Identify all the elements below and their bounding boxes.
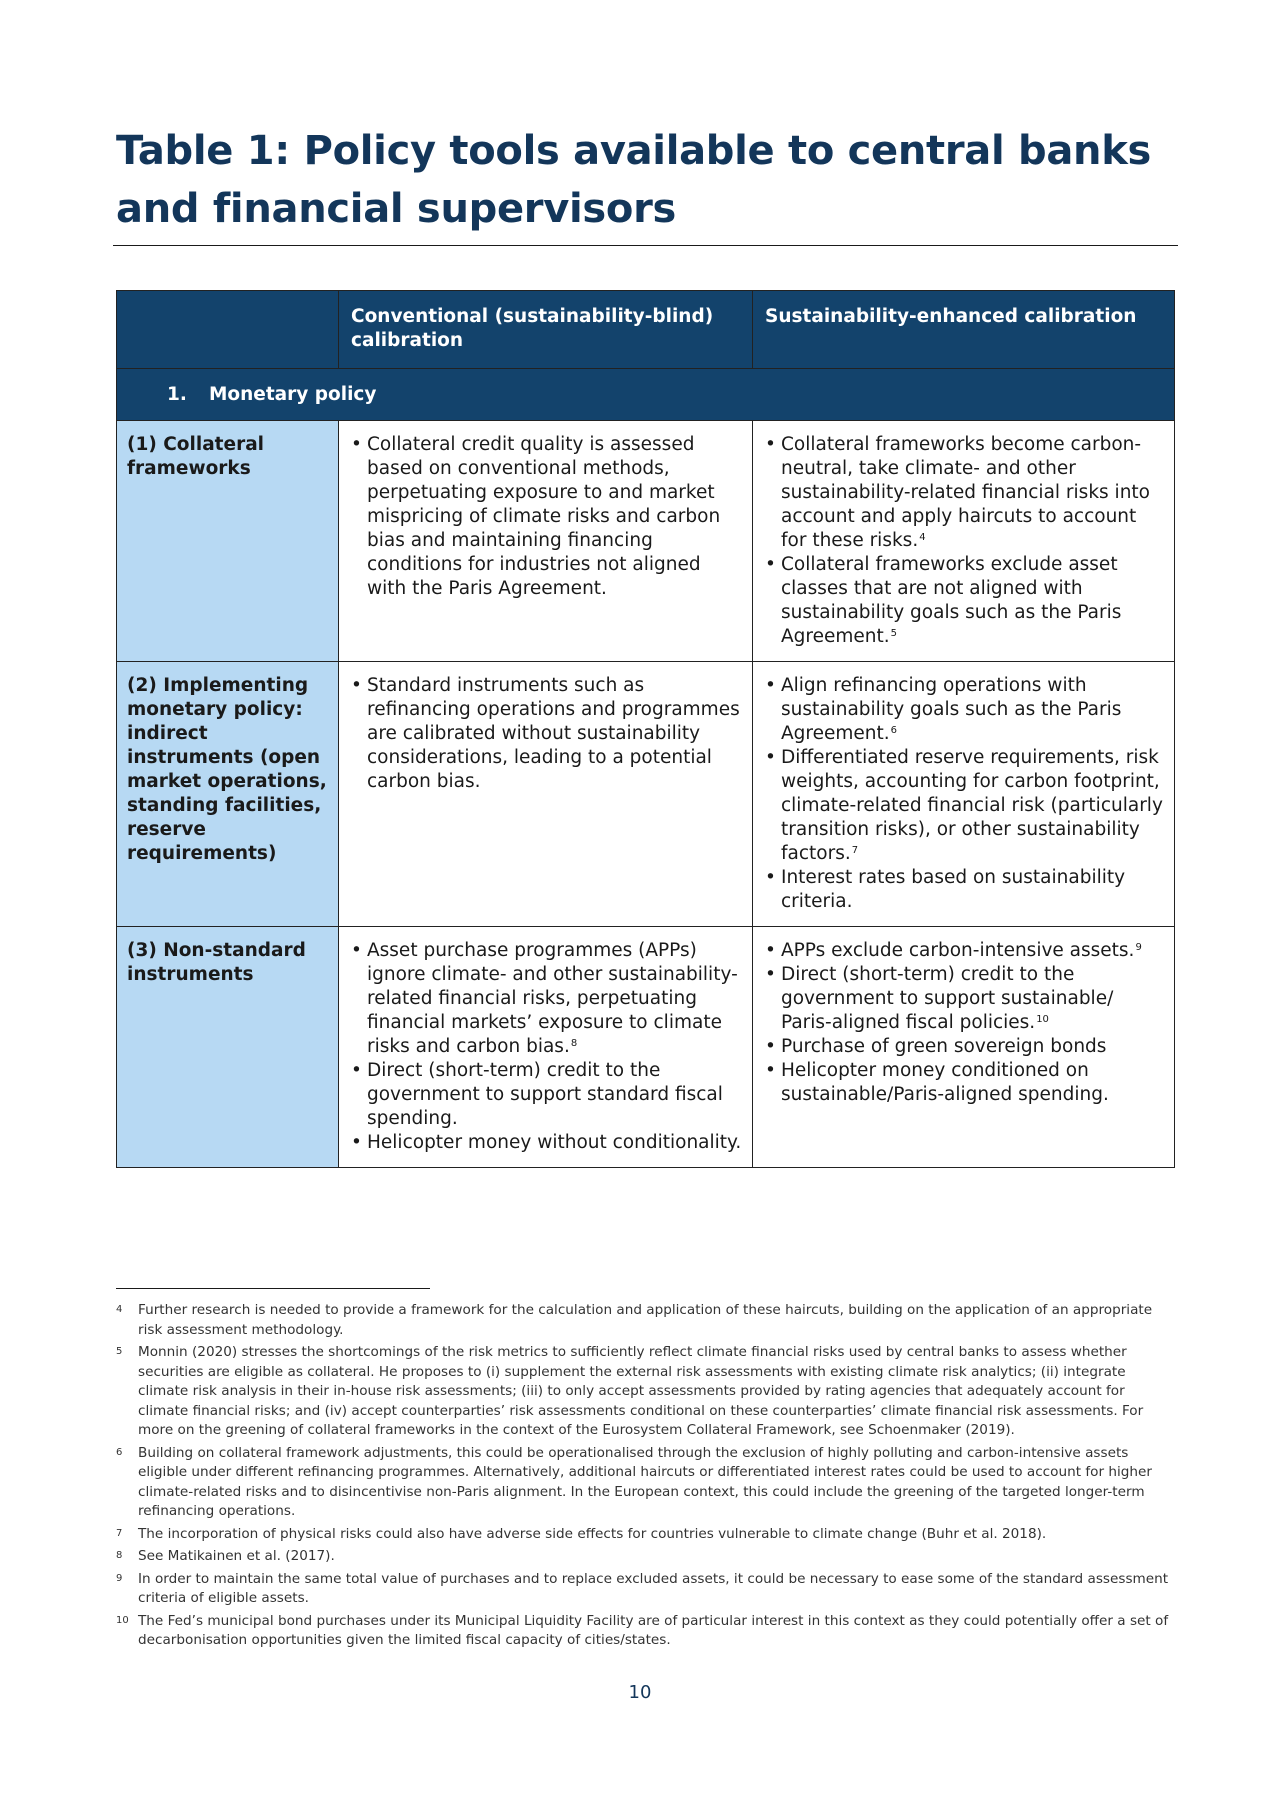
footnote-number: 7 [116, 1527, 123, 1539]
cell-enhanced [753, 421, 1175, 662]
footnote [116, 1343, 1174, 1441]
footnote [116, 1525, 1174, 1545]
bullet-item [765, 939, 1164, 963]
footnote-divider [116, 1288, 430, 1289]
table-row [117, 927, 1175, 1168]
cell-enhanced [753, 927, 1175, 1168]
cell-conventional [339, 662, 753, 927]
bullet-text: Direct (short-term) credit to the government to support standard fiscal spending. [367, 1060, 723, 1129]
bullet-item [351, 433, 742, 601]
footnote-text: Further research is needed to provide a framework for the calculation and application of these haircuts, building on the application of an appropriate risk assessment methodology. [138, 1302, 1153, 1338]
bullet-text: Helicopter money conditioned on sustainable/Paris-aligned spending. [781, 1060, 1109, 1105]
row-label: (3) Non-standard instruments [117, 927, 339, 1168]
section-number: 1. [167, 384, 187, 405]
cell-conventional [339, 927, 753, 1168]
footnote-number: 9 [116, 1572, 123, 1584]
bullet-text: Differentiated reserve requirements, risk weights, accounting for carbon footprint, climate-related financial risk (particularly transition risks), or other sustainability factors. [781, 747, 1163, 864]
footnote-text: In order to maintain the same total value of purchases and to replace excluded assets, it could be necessary to ease some of the standard assessment criteria of eligible assets. [138, 1570, 1169, 1606]
bullet-text: Collateral credit quality is assessed based on conventional methods, perpetuating exposure to and market mispricing of climate risks and carbon bias and maintaining financing conditions for industries not aligned with the Paris Agreement. [367, 434, 721, 599]
bullet-item [351, 1059, 742, 1131]
section-heading [117, 369, 1175, 421]
bullet-item [765, 746, 1164, 866]
bullet-item [765, 433, 1164, 553]
footnote-number: 4 [116, 1304, 123, 1315]
bullet-text: APPs exclude carbon-intensive assets. [781, 940, 1135, 961]
bullet-text: Collateral frameworks exclude asset classes that are not aligned with sustainability goals such as the Paris Agreement. [781, 554, 1122, 647]
footnote-number: 10 [116, 1614, 129, 1626]
bullet-text: Purchase of green sovereign bonds [781, 1036, 1107, 1057]
section-label: Monetary policy [209, 384, 377, 405]
header-cell-conventional: Conventional (sustainability-blind) calibration [339, 291, 753, 369]
table-row [117, 421, 1175, 662]
footnotes [116, 1301, 1174, 1654]
row-label: (1) Collateral frameworks [117, 421, 339, 662]
footnote-ref[interactable]: 8 [570, 1038, 578, 1049]
bullet-item [351, 939, 742, 1059]
footnote-text: Monnin (2020) stresses the shortcomings of the risk metrics to sufficiently reflect climate financial risks used by central banks to assess whether securities are eligible as collateral. He proposes to (i) supplement the external risk assessments with existing climate risk analytics; (ii) integrate climate risk analysis in their in-house risk assessments; (iii) to only accept assessments provided by rating agencies that adequately account for climate financial risks; and (iv) accept counterparties’ risk assessments conditional on these counterparties’ climate financial risk assessments. For more on the greening of collateral frameworks in the context of the Eurosystem Collateral Framework, see Schoenmaker (2019). [138, 1344, 1144, 1438]
bullet-list [765, 674, 1164, 914]
bullet-text: Interest rates based on sustainability criteria. [781, 867, 1126, 912]
bullet-item [765, 963, 1164, 1035]
footnote-text: The incorporation of physical risks could also have adverse side effects for countries vulnerable to climate change (Buhr et al. 2018). [138, 1525, 1047, 1542]
footnote-number: 6 [116, 1446, 123, 1458]
footnote-ref[interactable]: 10 [1036, 1014, 1049, 1025]
page-title: Table 1: Policy tools available to central banks and financial supervisors [116, 128, 1152, 232]
bullet-text: Collateral frameworks become carbon-neutral, take climate- and other sustainability-related financial risks into account and apply haircuts to account for these risks. [781, 434, 1150, 551]
cell-conventional [339, 421, 753, 662]
policy-tools-table [116, 290, 1175, 1168]
bullet-text: Asset purchase programmes (APPs) ignore climate- and other sustainability-related financial risks, perpetuating financial markets’ exposure to climate risks and carbon bias. [367, 940, 738, 1057]
bullet-list [765, 433, 1164, 649]
bullet-list [765, 939, 1164, 1107]
footnote-text: The Fed’s municipal bond purchases under its Municipal Liquidity Facility are of particular interest in this context as they could potentially offer a set of decarbonisation opportunities given the limited fiscal capacity of cities/states. [138, 1612, 1169, 1648]
header-cell-enhanced: Sustainability-enhanced calibration [753, 291, 1175, 369]
header-cell-empty [117, 291, 339, 369]
footnote-ref[interactable]: 9 [1135, 942, 1142, 953]
footnote-ref[interactable]: 4 [919, 532, 926, 543]
bullet-item [351, 1131, 742, 1155]
table-header-row [117, 291, 1175, 369]
bullet-item [765, 674, 1164, 746]
footnote-text: Building on collateral framework adjustments, this could be operationalised through the exclusion of highly polluting and carbon-intensive assets eligible under different refinancing programmes. Alternatively, additional haircuts or differentiated interest rates could be used to account for higher climate-related risks and to disincentivise non-Paris alignment. In the European context, this could include the greening of the targeted longer-term refinancing operations. [138, 1444, 1152, 1519]
bullet-list [351, 433, 742, 601]
bullet-text: Helicopter money without conditionality. [367, 1132, 742, 1153]
bullet-item [351, 674, 742, 794]
footnote-text: See Matikainen et al. (2017). [138, 1548, 335, 1564]
bullet-text: Direct (short-term) credit to the government to support sustainable/ Paris-aligned fiscal policies. [781, 964, 1114, 1033]
footnote [116, 1612, 1174, 1651]
table-row [117, 662, 1175, 927]
bullet-item [765, 866, 1164, 914]
section-row [117, 369, 1175, 421]
title-divider [113, 245, 1178, 246]
footnote-ref[interactable]: 7 [851, 845, 859, 856]
bullet-text: Standard instruments such as refinancing operations and programmes are calibrated without sustainability considerations, leading to a potential carbon bias. [367, 675, 740, 792]
cell-enhanced [753, 662, 1175, 927]
footnote [116, 1301, 1174, 1340]
bullet-list [351, 674, 742, 794]
footnote-ref[interactable]: 6 [890, 725, 897, 736]
footnote-ref[interactable]: 5 [890, 628, 897, 639]
bullet-list [351, 939, 742, 1155]
bullet-text: Align refinancing operations with sustainability goals such as the Paris Agreement. [781, 675, 1122, 744]
footnote [116, 1547, 1174, 1567]
bullet-item [765, 1059, 1164, 1107]
page-number: 10 [628, 1682, 652, 1703]
footnote-number: 8 [116, 1550, 123, 1561]
bullet-item [765, 553, 1164, 649]
footnote [116, 1570, 1174, 1609]
footnote-number: 5 [116, 1346, 123, 1357]
bullet-item [765, 1035, 1164, 1059]
row-label: (2) Implementing monetary policy: indirect instruments (open market operations, standing facilities, reserve requirements) [117, 662, 339, 927]
footnote [116, 1444, 1174, 1522]
